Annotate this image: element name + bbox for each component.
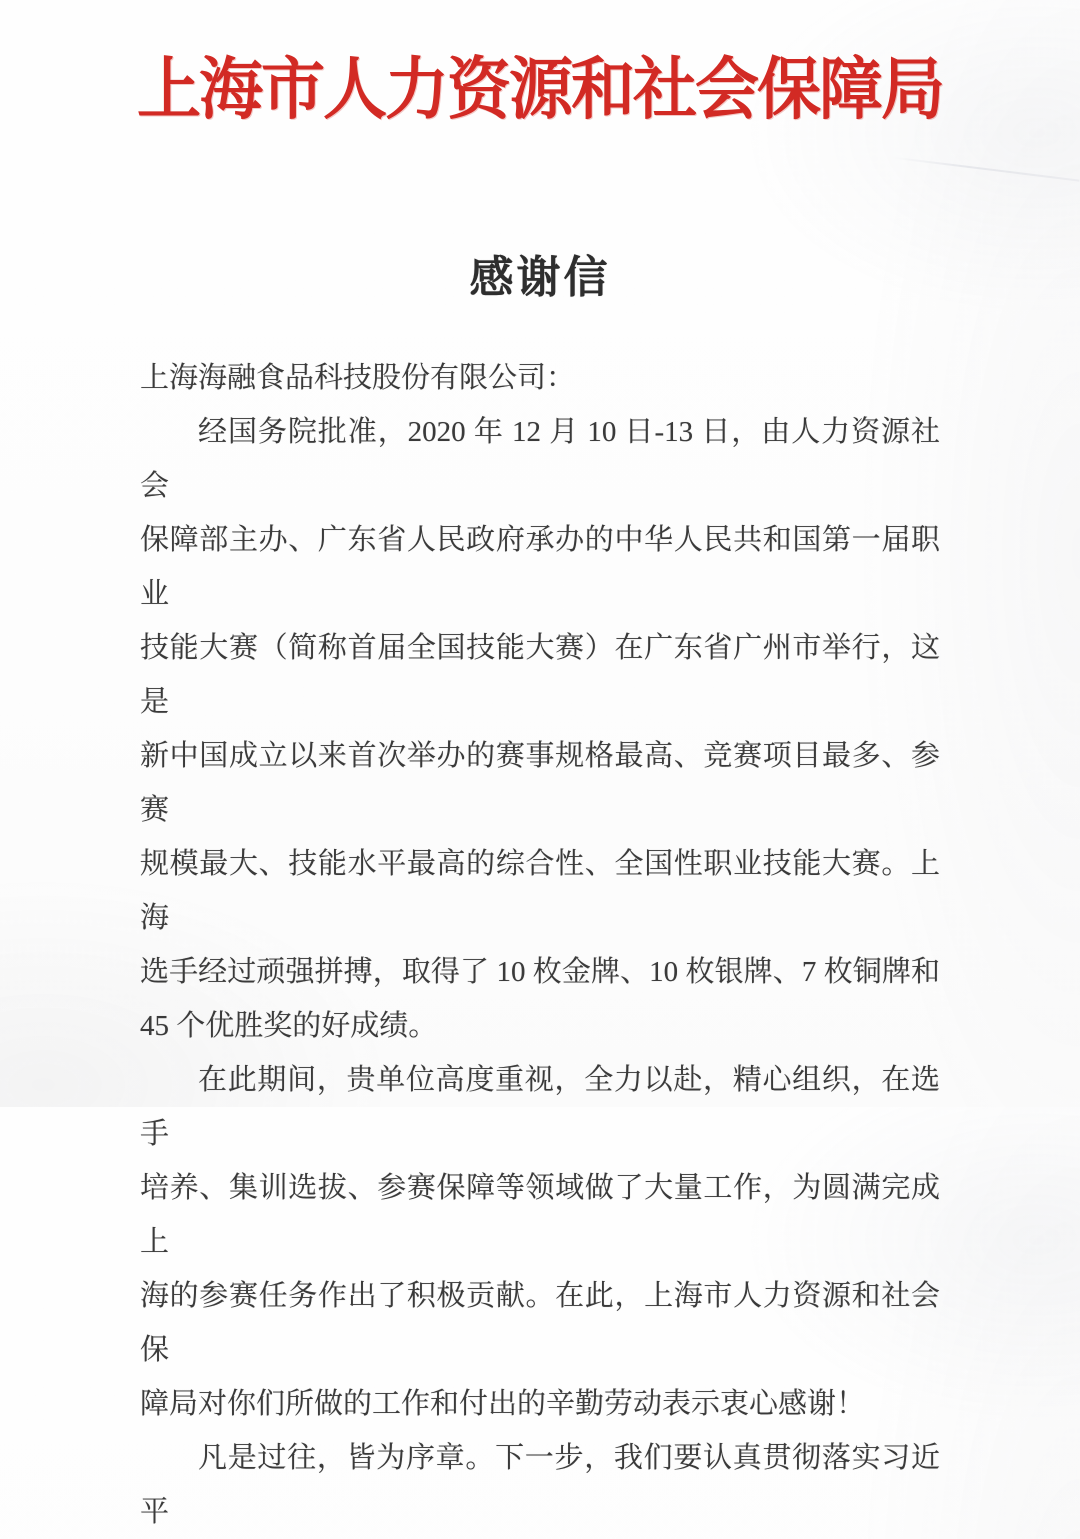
letterhead-agency-name: 上海市人力资源和社会保障局 <box>137 51 943 128</box>
body-line: 选手经过顽强拼搏，取得了 10 枚金牌、10 枚银牌、7 枚铜牌和 <box>140 955 940 988</box>
body-line: 保障部主办、广东省人民政府承办的中华人民共和国第一届职业 <box>140 523 940 610</box>
scanned-letter-page <box>0 50 1080 1528</box>
body-line: 经国务院批准，2020 年 12 月 10 日-13 日，由人力资源社会 <box>140 415 940 502</box>
body-line: 海的参赛任务作出了积极贡献。在此，上海市人力资源和社会保 <box>140 1279 940 1366</box>
body-line: 凡是过往，皆为序章。下一步，我们要认真贯彻落实习近平 <box>140 1441 940 1528</box>
body-line: 障局对你们所做的工作和付出的辛勤劳动表示衷心感谢！ <box>140 1387 866 1420</box>
body-line: 规模最大、技能水平最高的综合性、全国性职业技能大赛。上海 <box>140 847 940 934</box>
body-line: 45 个优胜奖的好成绩。 <box>140 1009 438 1042</box>
body-line: 技能大赛（简称首届全国技能大赛）在广东省广州市举行，这是 <box>140 631 940 718</box>
letter-title: 感谢信 <box>469 253 611 302</box>
body-line: 在此期间，贵单位高度重视，全力以赴，精心组织，在选手 <box>140 1063 940 1150</box>
letter-body <box>140 351 940 1539</box>
body-line: 培养、集训选拔、参赛保障等领域做了大量工作，为圆满完成上 <box>140 1171 940 1258</box>
scan-crease-artifact <box>891 156 1080 181</box>
body-line: 新中国成立以来首次举办的赛事规格最高、竞赛项目最多、参赛 <box>140 739 940 826</box>
salutation-line: 上海海融食品科技股份有限公司： <box>140 361 576 394</box>
